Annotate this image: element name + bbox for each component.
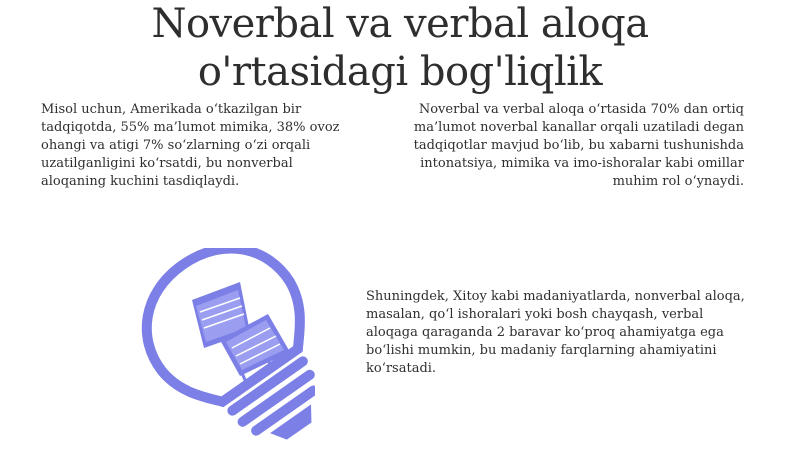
paragraph-bottom: Shuningdek, Xitoy kabi madaniyatlarda, nonverbal aloqa, masalan, qo‘l ishoralari yoki bosh chayqash, verbal aloqaga qaraganda 2 baravar ko‘proq ahamiyatga ega bo‘lishi mumkin, bu madaniy farqlarning ahamiyatini ko‘rsatadi. [366, 289, 745, 376]
paragraph-right: Noverbal va verbal aloqa o‘rtasida 70% dan ortiq ma’lumot noverbal kanallar orqali uzatiladi degan tadqiqotlar mavjud bo‘lib, bu xabarni tushunishda intonatsiya, mimika va imo-ishoralar kabi omillar muhim rol o‘ynaydi. [413, 102, 744, 189]
slide-title-line-2: o'rtasidagi bog'liqlik [197, 49, 603, 95]
slide-title [0, 0, 800, 96]
paragraph-left: Misol uchun, Amerikada o‘tkazilgan bir tadqiqotda, 55% ma’lumot mimika, 38% ovoz ohangi va atigi 7% so‘zlarning o‘zi orqali uzatilganligini ko‘rsatdi, bu nonverbal aloqaning kuchini tasdiqlaydi. [41, 102, 340, 189]
slide-title-line-1: Noverbal va verbal aloqa [151, 1, 649, 47]
lightbulb-book-icon [100, 248, 315, 449]
